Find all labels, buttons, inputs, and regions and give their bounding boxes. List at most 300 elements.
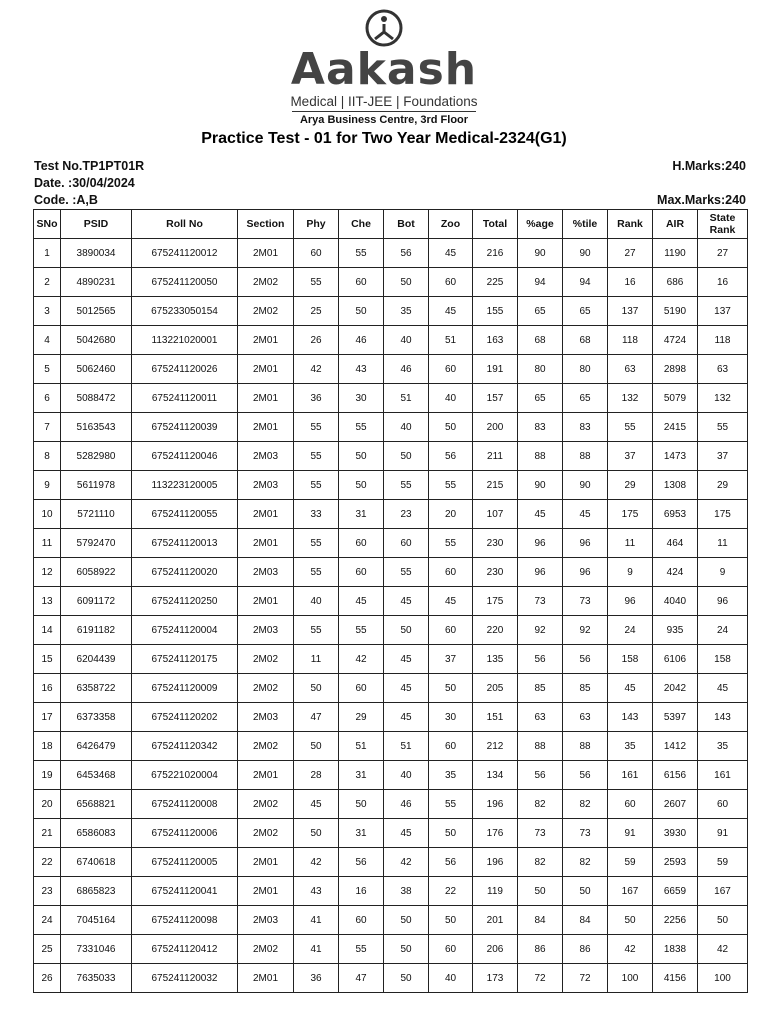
table-row <box>34 761 748 790</box>
column-header: %age <box>518 210 563 239</box>
table-cell: 55 <box>339 239 384 268</box>
table-cell: 60 <box>384 529 429 558</box>
table-cell: 40 <box>384 326 429 355</box>
table-cell: 60 <box>339 268 384 297</box>
table-cell: 68 <box>518 326 563 355</box>
table-row <box>34 384 748 413</box>
table-cell: 11 <box>294 645 339 674</box>
table-cell: 80 <box>563 355 608 384</box>
table-cell: 65 <box>518 297 563 326</box>
table-cell: 23 <box>384 500 429 529</box>
table-cell: 51 <box>339 732 384 761</box>
centre-address: Arya Business Centre, 3rd Floor <box>299 114 469 126</box>
table-cell: 1190 <box>653 239 698 268</box>
table-cell: 5163543 <box>61 413 132 442</box>
table-cell: 5190 <box>653 297 698 326</box>
table-cell: 91 <box>608 819 653 848</box>
table-cell: 151 <box>473 703 518 732</box>
table-row <box>34 935 748 964</box>
table-row <box>34 355 748 384</box>
table-cell: 100 <box>698 964 748 993</box>
table-cell: 60 <box>339 906 384 935</box>
table-cell: 211 <box>473 442 518 471</box>
table-cell: 5397 <box>653 703 698 732</box>
table-cell: 28 <box>294 761 339 790</box>
table-cell: 9 <box>34 471 61 500</box>
table-cell: 2M01 <box>238 964 294 993</box>
table-cell: 6740618 <box>61 848 132 877</box>
table-cell: 40 <box>384 413 429 442</box>
table-cell: 10 <box>34 500 61 529</box>
table-cell: 215 <box>473 471 518 500</box>
table-cell: 42 <box>608 935 653 964</box>
table-cell: 4156 <box>653 964 698 993</box>
table-cell: 90 <box>563 471 608 500</box>
table-cell: 31 <box>339 500 384 529</box>
table-cell: 55 <box>384 558 429 587</box>
table-cell: 6091172 <box>61 587 132 616</box>
table-cell: 2M01 <box>238 529 294 558</box>
table-cell: 2M01 <box>238 326 294 355</box>
table-cell: 1308 <box>653 471 698 500</box>
table-body <box>34 239 748 993</box>
table-cell: 45 <box>294 790 339 819</box>
table-cell: 83 <box>518 413 563 442</box>
table-cell: 6453468 <box>61 761 132 790</box>
table-cell: 45 <box>384 674 429 703</box>
table-row <box>34 471 748 500</box>
column-header: PSID <box>61 210 132 239</box>
table-row <box>34 616 748 645</box>
table-cell: 1412 <box>653 732 698 761</box>
table-cell: 42 <box>294 848 339 877</box>
column-header: %tile <box>563 210 608 239</box>
table-cell: 158 <box>698 645 748 674</box>
table-cell: 31 <box>339 819 384 848</box>
table-cell: 2M01 <box>238 239 294 268</box>
test-date: Date. :30/04/2024 <box>34 176 135 190</box>
table-cell: 14 <box>34 616 61 645</box>
table-cell: 6204439 <box>61 645 132 674</box>
table-cell: 45 <box>339 587 384 616</box>
table-cell: 55 <box>339 413 384 442</box>
table-cell: 42 <box>339 645 384 674</box>
table-cell: 675241120250 <box>132 587 238 616</box>
table-cell: 19 <box>34 761 61 790</box>
table-cell: 2M01 <box>238 355 294 384</box>
table-row <box>34 268 748 297</box>
table-cell: 11 <box>34 529 61 558</box>
table-cell: 60 <box>429 558 473 587</box>
document-title: Practice Test - 01 for Two Year Medical-2324(G1) <box>201 130 567 147</box>
table-cell: 35 <box>384 297 429 326</box>
table-cell: 96 <box>698 587 748 616</box>
table-cell: 5062460 <box>61 355 132 384</box>
table-row <box>34 413 748 442</box>
table-cell: 29 <box>698 471 748 500</box>
table-row <box>34 906 748 935</box>
table-cell: 50 <box>384 935 429 964</box>
table-cell: 2M01 <box>238 877 294 906</box>
table-cell: 675241120039 <box>132 413 238 442</box>
table-cell: 55 <box>608 413 653 442</box>
table-cell: 73 <box>518 819 563 848</box>
table-cell: 60 <box>429 935 473 964</box>
brand-tagline: Medical | IIT-JEE | Foundations <box>290 94 478 109</box>
table-cell: 113221020001 <box>132 326 238 355</box>
table-cell: 65 <box>563 297 608 326</box>
table-cell: 17 <box>34 703 61 732</box>
table-cell: 63 <box>698 355 748 384</box>
column-header: State Rank <box>698 210 748 239</box>
table-cell: 21 <box>34 819 61 848</box>
table-cell: 2607 <box>653 790 698 819</box>
table-cell: 2M03 <box>238 703 294 732</box>
table-cell: 119 <box>473 877 518 906</box>
table-cell: 6 <box>34 384 61 413</box>
table-cell: 60 <box>339 529 384 558</box>
table-cell: 50 <box>429 906 473 935</box>
table-row <box>34 500 748 529</box>
table-cell: 42 <box>698 935 748 964</box>
table-cell: 55 <box>384 471 429 500</box>
table-cell: 675241120032 <box>132 964 238 993</box>
table-cell: 50 <box>384 906 429 935</box>
table-cell: 200 <box>473 413 518 442</box>
table-cell: 55 <box>698 413 748 442</box>
table-cell: 675241120050 <box>132 268 238 297</box>
table-cell: 2898 <box>653 355 698 384</box>
table-cell: 6156 <box>653 761 698 790</box>
table-cell: 30 <box>429 703 473 732</box>
table-cell: 675241120013 <box>132 529 238 558</box>
table-row <box>34 877 748 906</box>
table-cell: 2593 <box>653 848 698 877</box>
table-cell: 45 <box>384 645 429 674</box>
column-header: Roll No <box>132 210 238 239</box>
table-cell: 91 <box>698 819 748 848</box>
table-row <box>34 529 748 558</box>
table-cell: 216 <box>473 239 518 268</box>
table-cell: 82 <box>563 848 608 877</box>
table-cell: 15 <box>34 645 61 674</box>
table-cell: 37 <box>698 442 748 471</box>
table-cell: 13 <box>34 587 61 616</box>
table-row <box>34 239 748 268</box>
table-cell: 40 <box>294 587 339 616</box>
table-cell: 161 <box>698 761 748 790</box>
column-header: Rank <box>608 210 653 239</box>
column-header: AIR <box>653 210 698 239</box>
table-row <box>34 732 748 761</box>
table-cell: 143 <box>698 703 748 732</box>
table-cell: 16 <box>34 674 61 703</box>
table-cell: 50 <box>563 877 608 906</box>
table-cell: 29 <box>339 703 384 732</box>
table-cell: 37 <box>429 645 473 674</box>
table-cell: 2M02 <box>238 645 294 674</box>
table-cell: 51 <box>429 326 473 355</box>
table-cell: 113223120005 <box>132 471 238 500</box>
table-cell: 5012565 <box>61 297 132 326</box>
table-cell: 6953 <box>653 500 698 529</box>
table-cell: 35 <box>608 732 653 761</box>
table-cell: 5792470 <box>61 529 132 558</box>
table-row <box>34 645 748 674</box>
table-cell: 51 <box>384 384 429 413</box>
table-cell: 30 <box>339 384 384 413</box>
table-cell: 5282980 <box>61 442 132 471</box>
table-cell: 55 <box>294 268 339 297</box>
table-cell: 55 <box>339 616 384 645</box>
table-cell: 45 <box>429 297 473 326</box>
table-cell: 196 <box>473 848 518 877</box>
table-cell: 2M02 <box>238 790 294 819</box>
table-cell: 50 <box>518 877 563 906</box>
table-cell: 24 <box>608 616 653 645</box>
max-marks: Max.Marks:240 <box>657 193 746 207</box>
table-cell: 60 <box>429 616 473 645</box>
table-cell: 4040 <box>653 587 698 616</box>
table-cell: 29 <box>608 471 653 500</box>
table-cell: 132 <box>698 384 748 413</box>
table-cell: 40 <box>429 384 473 413</box>
table-cell: 5079 <box>653 384 698 413</box>
table-cell: 6373358 <box>61 703 132 732</box>
table-cell: 50 <box>339 790 384 819</box>
table-cell: 135 <box>473 645 518 674</box>
table-cell: 82 <box>518 848 563 877</box>
table-cell: 2M03 <box>238 616 294 645</box>
table-header-row <box>34 210 748 239</box>
table-cell: 2M01 <box>238 500 294 529</box>
table-row <box>34 297 748 326</box>
table-cell: 24 <box>34 906 61 935</box>
table-cell: 45 <box>608 674 653 703</box>
table-cell: 4890231 <box>61 268 132 297</box>
table-cell: 50 <box>429 413 473 442</box>
column-header: Section <box>238 210 294 239</box>
table-cell: 675241120175 <box>132 645 238 674</box>
table-cell: 56 <box>339 848 384 877</box>
table-cell: 675241120004 <box>132 616 238 645</box>
table-cell: 18 <box>34 732 61 761</box>
table-cell: 43 <box>294 877 339 906</box>
table-cell: 85 <box>518 674 563 703</box>
table-cell: 55 <box>429 790 473 819</box>
table-cell: 675241120012 <box>132 239 238 268</box>
tagline-divider <box>292 111 476 112</box>
table-cell: 86 <box>518 935 563 964</box>
table-row <box>34 442 748 471</box>
table-cell: 7331046 <box>61 935 132 964</box>
table-cell: 25 <box>294 297 339 326</box>
table-cell: 55 <box>294 471 339 500</box>
table-cell: 675241120046 <box>132 442 238 471</box>
table-cell: 42 <box>294 355 339 384</box>
table-cell: 26 <box>34 964 61 993</box>
table-row <box>34 558 748 587</box>
table-cell: 2042 <box>653 674 698 703</box>
table-cell: 84 <box>563 906 608 935</box>
table-cell: 47 <box>339 964 384 993</box>
table-cell: 2M03 <box>238 442 294 471</box>
table-cell: 675241120008 <box>132 790 238 819</box>
table-cell: 7 <box>34 413 61 442</box>
table-cell: 73 <box>518 587 563 616</box>
table-cell: 675241120041 <box>132 877 238 906</box>
table-cell: 176 <box>473 819 518 848</box>
table-cell: 175 <box>473 587 518 616</box>
table-cell: 675221020004 <box>132 761 238 790</box>
table-cell: 675241120011 <box>132 384 238 413</box>
table-cell: 83 <box>563 413 608 442</box>
table-cell: 100 <box>608 964 653 993</box>
table-cell: 6586083 <box>61 819 132 848</box>
table-cell: 6191182 <box>61 616 132 645</box>
table-cell: 94 <box>563 268 608 297</box>
table-cell: 38 <box>384 877 429 906</box>
table-cell: 72 <box>518 964 563 993</box>
column-header: Bot <box>384 210 429 239</box>
table-cell: 675241120009 <box>132 674 238 703</box>
aakash-logo-icon <box>364 8 404 48</box>
table-row <box>34 703 748 732</box>
table-cell: 60 <box>339 558 384 587</box>
table-cell: 2M02 <box>238 732 294 761</box>
table-cell: 50 <box>384 616 429 645</box>
table-cell: 94 <box>518 268 563 297</box>
table-row <box>34 674 748 703</box>
table-cell: 5042680 <box>61 326 132 355</box>
table-cell: 46 <box>384 355 429 384</box>
table-cell: 42 <box>384 848 429 877</box>
table-cell: 196 <box>473 790 518 819</box>
table-cell: 6106 <box>653 645 698 674</box>
table-cell: 16 <box>608 268 653 297</box>
table-cell: 143 <box>608 703 653 732</box>
table-cell: 90 <box>518 471 563 500</box>
table-cell: 675241120006 <box>132 819 238 848</box>
table-cell: 35 <box>698 732 748 761</box>
table-cell: 63 <box>608 355 653 384</box>
test-code: Code. :A,B <box>34 193 98 207</box>
table-cell: 56 <box>429 442 473 471</box>
table-cell: 675241120342 <box>132 732 238 761</box>
table-cell: 90 <box>563 239 608 268</box>
table-cell: 212 <box>473 732 518 761</box>
table-cell: 63 <box>563 703 608 732</box>
table-cell: 5 <box>34 355 61 384</box>
table-cell: 155 <box>473 297 518 326</box>
table-cell: 11 <box>698 529 748 558</box>
table-cell: 16 <box>339 877 384 906</box>
table-cell: 88 <box>518 732 563 761</box>
table-cell: 22 <box>429 877 473 906</box>
table-cell: 45 <box>563 500 608 529</box>
table-cell: 40 <box>429 964 473 993</box>
table-cell: 206 <box>473 935 518 964</box>
table-cell: 50 <box>294 819 339 848</box>
table-cell: 157 <box>473 384 518 413</box>
table-cell: 6659 <box>653 877 698 906</box>
table-cell: 675241120020 <box>132 558 238 587</box>
table-cell: 675233050154 <box>132 297 238 326</box>
table-cell: 50 <box>384 268 429 297</box>
table-cell: 88 <box>563 732 608 761</box>
table-cell: 88 <box>563 442 608 471</box>
table-cell: 60 <box>294 239 339 268</box>
table-cell: 2M02 <box>238 674 294 703</box>
table-cell: 6568821 <box>61 790 132 819</box>
test-number: Test No.TP1PT01R <box>34 159 145 173</box>
table-cell: 9 <box>608 558 653 587</box>
table-cell: 31 <box>339 761 384 790</box>
table-cell: 2M03 <box>238 471 294 500</box>
table-cell: 56 <box>563 761 608 790</box>
table-cell: 6358722 <box>61 674 132 703</box>
table-cell: 88 <box>518 442 563 471</box>
table-cell: 6426479 <box>61 732 132 761</box>
document-header <box>0 8 768 148</box>
table-cell: 36 <box>294 964 339 993</box>
table-cell: 3 <box>34 297 61 326</box>
table-cell: 23 <box>34 877 61 906</box>
table-cell: 4724 <box>653 326 698 355</box>
table-cell: 201 <box>473 906 518 935</box>
table-cell: 175 <box>608 500 653 529</box>
table-cell: 675241120005 <box>132 848 238 877</box>
column-header: SNo <box>34 210 61 239</box>
table-cell: 73 <box>563 587 608 616</box>
table-cell: 220 <box>473 616 518 645</box>
table-cell: 2 <box>34 268 61 297</box>
table-cell: 6865823 <box>61 877 132 906</box>
table-cell: 80 <box>518 355 563 384</box>
table-cell: 45 <box>384 587 429 616</box>
table-cell: 41 <box>294 906 339 935</box>
table-cell: 675241120202 <box>132 703 238 732</box>
table-cell: 72 <box>563 964 608 993</box>
table-cell: 16 <box>698 268 748 297</box>
table-cell: 5088472 <box>61 384 132 413</box>
column-header: Phy <box>294 210 339 239</box>
table-cell: 40 <box>384 761 429 790</box>
brand-name: Aakash <box>290 44 478 95</box>
table-cell: 92 <box>563 616 608 645</box>
table-cell: 2M03 <box>238 558 294 587</box>
table-cell: 60 <box>429 732 473 761</box>
table-cell: 56 <box>429 848 473 877</box>
table-cell: 45 <box>384 703 429 732</box>
table-cell: 2M03 <box>238 906 294 935</box>
table-cell: 35 <box>429 761 473 790</box>
table-cell: 55 <box>429 529 473 558</box>
table-cell: 158 <box>608 645 653 674</box>
table-cell: 8 <box>34 442 61 471</box>
table-cell: 5611978 <box>61 471 132 500</box>
table-cell: 1 <box>34 239 61 268</box>
table-cell: 11 <box>608 529 653 558</box>
table-cell: 2M02 <box>238 935 294 964</box>
table-cell: 2M01 <box>238 761 294 790</box>
table-cell: 675241120055 <box>132 500 238 529</box>
table-cell: 86 <box>563 935 608 964</box>
table-cell: 6058922 <box>61 558 132 587</box>
table-cell: 50 <box>339 471 384 500</box>
table-cell: 46 <box>339 326 384 355</box>
highest-marks: H.Marks:240 <box>672 159 746 173</box>
